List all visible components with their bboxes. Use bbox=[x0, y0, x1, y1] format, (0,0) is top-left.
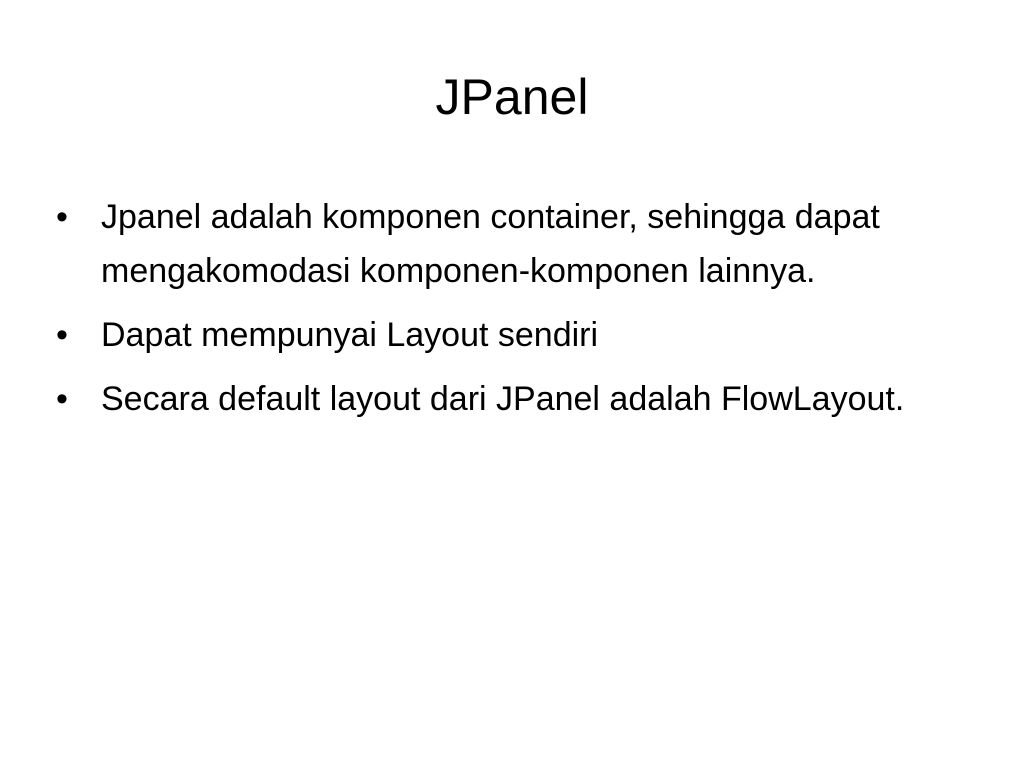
bullet-icon: • bbox=[56, 316, 68, 354]
bullet-text: Secara default layout dari JPanel adalah FlowLayout. bbox=[101, 380, 905, 418]
bullet-text: Jpanel adalah komponen container, sehingga dapat mengakomodasi komponen-komponen lainnya. bbox=[101, 198, 880, 290]
bullet-icon: • bbox=[56, 380, 68, 418]
bullet-icon: • bbox=[56, 198, 68, 236]
bullet-item bbox=[56, 308, 956, 362]
bullet-item bbox=[56, 372, 956, 426]
slide-title: JPanel bbox=[435, 69, 589, 125]
bullet-item bbox=[56, 190, 956, 298]
bullet-list bbox=[56, 190, 956, 436]
bullet-text: Dapat mempunyai Layout sendiri bbox=[101, 316, 599, 354]
